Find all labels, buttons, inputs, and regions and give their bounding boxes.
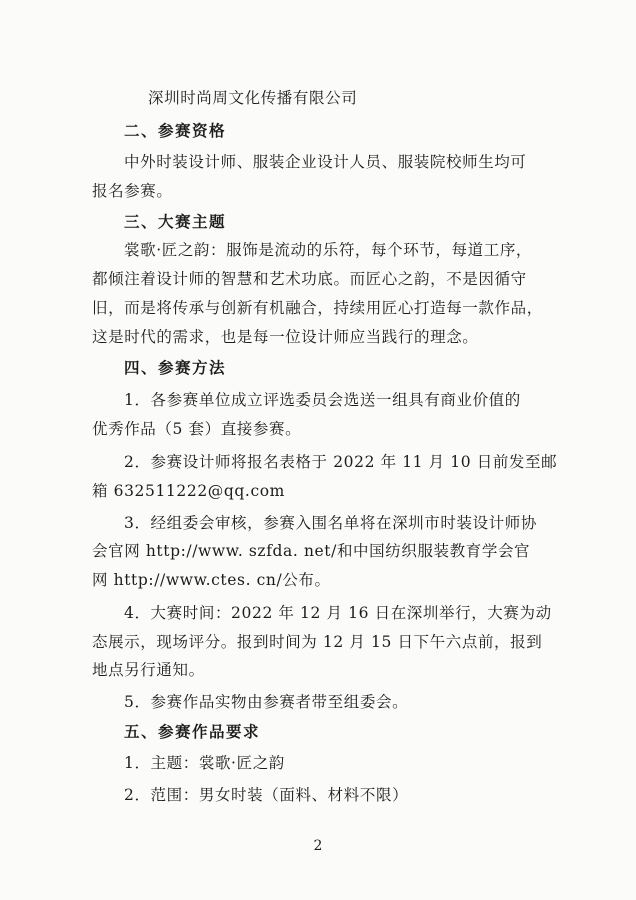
paragraph-line: 网 http://www.ctes. cn/公布。 (92, 571, 331, 589)
paragraph-line: 旧，而是将传承与创新有机融合，持续用匠心打造每一款作品， (92, 299, 543, 317)
organizer-line: 深圳时尚周文化传播有限公司 (148, 89, 358, 107)
paragraph-line: 会官网 http://www. szfda. net/和中国纺织服装教育学会官 (92, 542, 531, 560)
section-heading-eligibility: 二、参赛资格 (124, 121, 227, 140)
paragraph-line: 地点另行通知。 (92, 661, 205, 679)
paragraph-line: 这是时代的需求，也是每一位设计师应当践行的理念。 (92, 328, 479, 346)
paragraph-line: 4．大赛时间：2022 年 12 月 16 日在深圳举行，大赛为动 (124, 604, 552, 622)
paragraph-line: 态展示，现场评分。报到时间为 12 月 15 日下午六点前，报到 (92, 633, 543, 651)
paragraph-line: 1．各参赛单位成立评选委员会选送一组具有商业价值的 (124, 391, 521, 409)
paragraph-line: 5．参赛作品实物由参赛者带至组委会。 (124, 693, 409, 711)
paragraph-line: 报名参赛。 (92, 182, 173, 200)
paragraph-line: 裳歌·匠之韵：服饰是流动的乐符，每个环节，每道工序， (124, 241, 533, 259)
paragraph-line: 优秀作品（5 套）直接参赛。 (92, 420, 302, 438)
paragraph-line: 中外时装设计师、服装企业设计人员、服装院校师生均可 (124, 153, 527, 171)
page-number: 2 (313, 838, 323, 854)
section-heading-requirements: 五、参赛作品要求 (124, 722, 261, 741)
paragraph-line: 1．主题：裳歌·匠之韵 (124, 754, 285, 772)
section-heading-theme: 三、大赛主题 (124, 212, 227, 231)
section-heading-method: 四、参赛方法 (124, 358, 227, 377)
paragraph-line: 2．范围：男女时装（面料、材料不限） (124, 786, 409, 804)
paragraph-line: 箱 632511222@qq.com (92, 482, 285, 500)
paragraph-line: 都倾注着设计师的智慧和艺术功底。而匠心之韵，不是因循守 (92, 270, 527, 288)
paragraph-line: 3．经组委会审核，参赛入围名单将在深圳市时装设计师协 (124, 514, 537, 532)
paragraph-line: 2．参赛设计师将报名表格于 2022 年 11 月 10 日前发至邮 (124, 453, 558, 471)
